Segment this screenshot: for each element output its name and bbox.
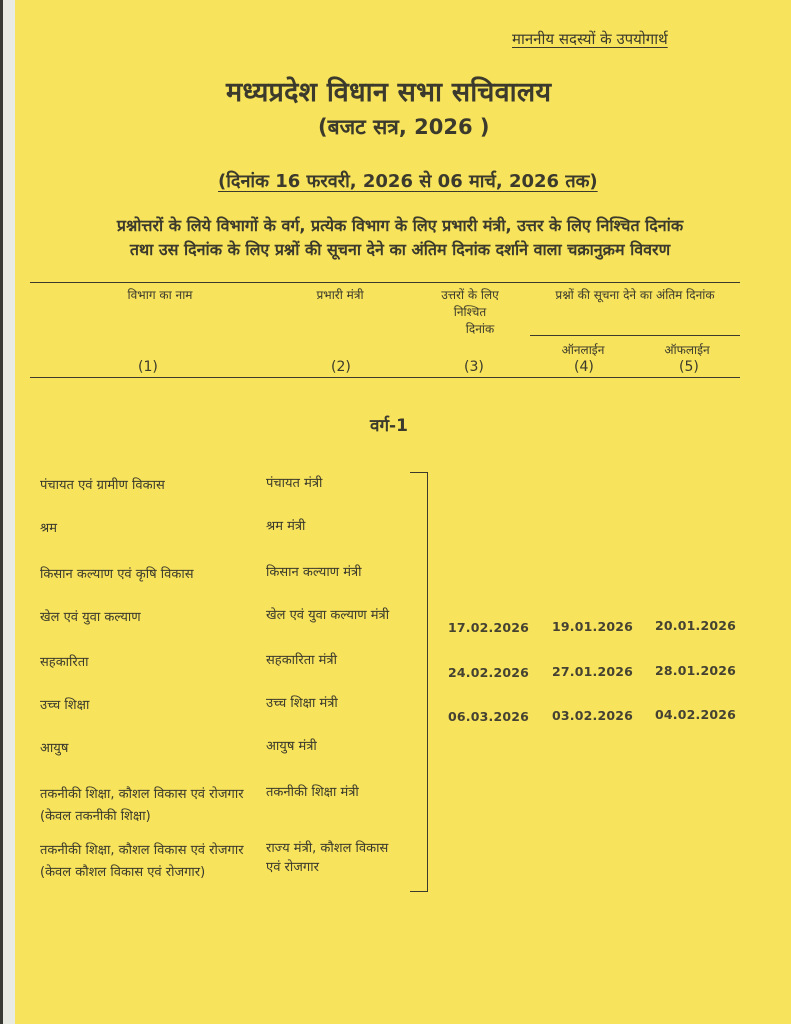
- group-bracket-bottom: [410, 891, 428, 892]
- department-name: किसान कल्याण एवं कृषि विकास: [40, 567, 194, 582]
- description-line-1: प्रश्नोत्तरों के लिये विभागों के वर्ग, प्रत्येक विभाग के लिए प्रभारी मंत्री, उत्तर के लिए निश्चित दिनांक: [116, 216, 684, 235]
- minister-name: राज्य मंत्री, कौशल विकास: [266, 841, 389, 856]
- minister-name: श्रम मंत्री: [266, 519, 306, 534]
- column-number-4: (4): [574, 359, 594, 375]
- column-number-5: (5): [679, 359, 699, 375]
- minister-name-continued: एवं रोजगार: [266, 860, 319, 875]
- column-number-1: (1): [138, 359, 158, 375]
- minister-name: पंचायत मंत्री: [266, 476, 323, 491]
- minister-name: खेल एवं युवा कल्याण मंत्री: [266, 608, 390, 623]
- column-header-online: ऑनलाईन: [561, 343, 605, 357]
- offline-last-date: 20.01.2026: [655, 618, 737, 633]
- column-number-3: (3): [464, 359, 484, 375]
- offline-last-date: 28.01.2026: [655, 663, 737, 678]
- answer-date: 06.03.2026: [448, 709, 530, 724]
- page-title: मध्यप्रदेश विधान सभा सचिवालय: [226, 77, 552, 108]
- scan-edge-light: [3, 0, 15, 1024]
- department-name: श्रम: [40, 521, 57, 536]
- minister-name: तकनीकी शिक्षा मंत्री: [266, 785, 359, 800]
- answer-date: 17.02.2026: [448, 620, 530, 635]
- department-name: पंचायत एवं ग्रामीण विकास: [40, 478, 165, 493]
- column-header-answer-date-3: दिनांक: [465, 322, 495, 336]
- department-note: (केवल तकनीकी शिक्षा): [40, 809, 151, 824]
- for-members-note: माननीय सदस्यों के उपयोगार्थ: [512, 30, 668, 48]
- department-name: खेल एवं युवा कल्याण: [40, 610, 141, 625]
- date-range: (दिनांक 16 फरवरी, 2026 से 06 मार्च, 2026 तक): [218, 171, 598, 192]
- online-last-date: 03.02.2026: [552, 708, 634, 723]
- table-top-rule: [30, 282, 740, 283]
- table-header-bottom-rule: [30, 377, 740, 378]
- department-name: तकनीकी शिक्षा, कौशल विकास एवं रोजगार: [40, 843, 244, 858]
- description-line-2: तथा उस दिनांक के लिए प्रश्नों की सूचना देने का अंतिम दिनांक दर्शाने वाला चक्रानुक्रम विवरण: [129, 240, 671, 259]
- group-bracket: [427, 472, 428, 892]
- online-last-date: 27.01.2026: [552, 664, 634, 679]
- department-note: (केवल कौशल विकास एवं रोजगार): [40, 865, 206, 880]
- column-header-answer-date-1: उत्तरों के लिए: [441, 288, 499, 302]
- column-header-notice-last-date: प्रश्नों की सूचना देने का अंतिम दिनांक: [555, 288, 715, 302]
- column-number-2: (2): [331, 359, 351, 375]
- department-name: उच्च शिक्षा: [40, 698, 90, 713]
- minister-name: किसान कल्याण मंत्री: [266, 565, 362, 580]
- minister-name: आयुष मंत्री: [266, 739, 317, 754]
- column-header-minister: प्रभारी मंत्री: [316, 288, 364, 302]
- column-header-department: विभाग का नाम: [127, 288, 193, 302]
- group-bracket-top: [410, 472, 428, 473]
- answer-date: 24.02.2026: [448, 665, 530, 680]
- minister-name: उच्च शिक्षा मंत्री: [266, 696, 338, 711]
- department-name: आयुष: [40, 741, 69, 756]
- session-subtitle: (बजट सत्र, 2026 ): [318, 115, 490, 139]
- column-header-answer-date-2: निश्चित: [453, 305, 487, 319]
- subheader-rule: [530, 335, 740, 336]
- minister-name: सहकारिता मंत्री: [266, 653, 337, 668]
- department-name: सहकारिता: [40, 655, 89, 670]
- column-header-offline: ऑफलाईन: [664, 343, 710, 357]
- online-last-date: 19.01.2026: [552, 619, 634, 634]
- category-label: वर्ग-1: [370, 416, 408, 436]
- offline-last-date: 04.02.2026: [655, 707, 737, 722]
- department-name: तकनीकी शिक्षा, कौशल विकास एवं रोजगार: [40, 787, 244, 802]
